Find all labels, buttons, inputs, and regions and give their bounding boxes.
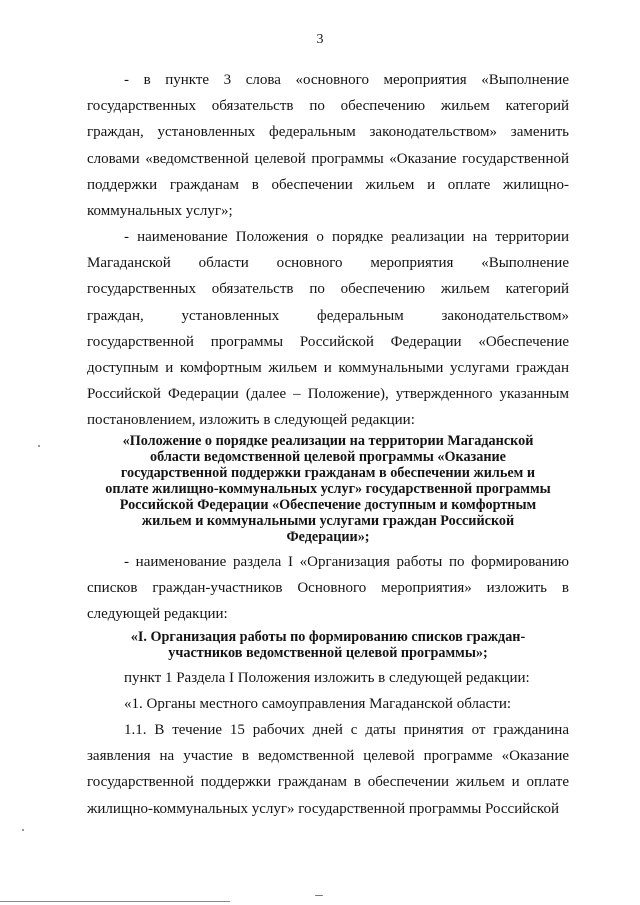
bold-heading-section-1: «I. Организация работы по формированию списков граждан-участников ведомственной целевой программы»; bbox=[130, 629, 526, 661]
scan-artifact-speck bbox=[38, 445, 40, 447]
scan-artifact-line bbox=[0, 901, 230, 902]
paragraph-5: «1. Органы местного самоуправления Магаданской области: bbox=[124, 696, 512, 712]
paragraph-3: - наименование раздела I «Организация работы по формированию списков граждан-участников Основного мероприятия» изложить в следующей редакции: bbox=[87, 554, 569, 623]
bold-heading-regulation: «Положение о порядке реализации на территории Магаданской области ведомственной целевой программы «Оказание государственной поддержки гражданам в обеспечении жильем и оплате жилищно-коммунальных услуг» государственной программы Российской Федерации «Обеспечение доступным и комфортным жильем и коммунальными услугами граждан Российской Федерации»; bbox=[105, 433, 551, 545]
paragraph-2: - наименование Положения о порядке реализации на территории Магаданской области основного мероприятия «Выполнение государственных обязательств по обеспечению жильем категорий граждан, установленных федеральным законодательством» государственной программы Российской Федерации «Обеспечение доступным и комфортным жильем и коммунальными услугами граждан Российской Федерации (далее – Положение), утвержденного указанным постановлением, изложить в следующей редакции: bbox=[87, 229, 569, 429]
scan-artifact-speck bbox=[315, 895, 323, 896]
paragraph-1: - в пункте 3 слова «основного мероприятия «Выполнение государственных обязательств по обеспечению жильем категорий граждан, установленных федеральным законодательством» заменить словами «ведомственной целевой программы «Оказание государственной поддержки гражданам в обеспечении жильем и оплате жилищно-коммунальных услуг»; bbox=[87, 72, 569, 220]
scan-artifact-speck bbox=[22, 829, 24, 831]
paragraph-6: 1.1. В течение 15 рабочих дней с даты принятия от гражданина заявления на участие в ведомственной целевой программе «Оказание государственной поддержки гражданам в обеспечении жильем и оплате жилищно-коммунальных услуг» государственной программы Российской bbox=[87, 722, 569, 817]
page-number: 3 bbox=[316, 32, 324, 47]
paragraph-4: пункт 1 Раздела I Положения изложить в следующей редакции: bbox=[124, 670, 530, 686]
